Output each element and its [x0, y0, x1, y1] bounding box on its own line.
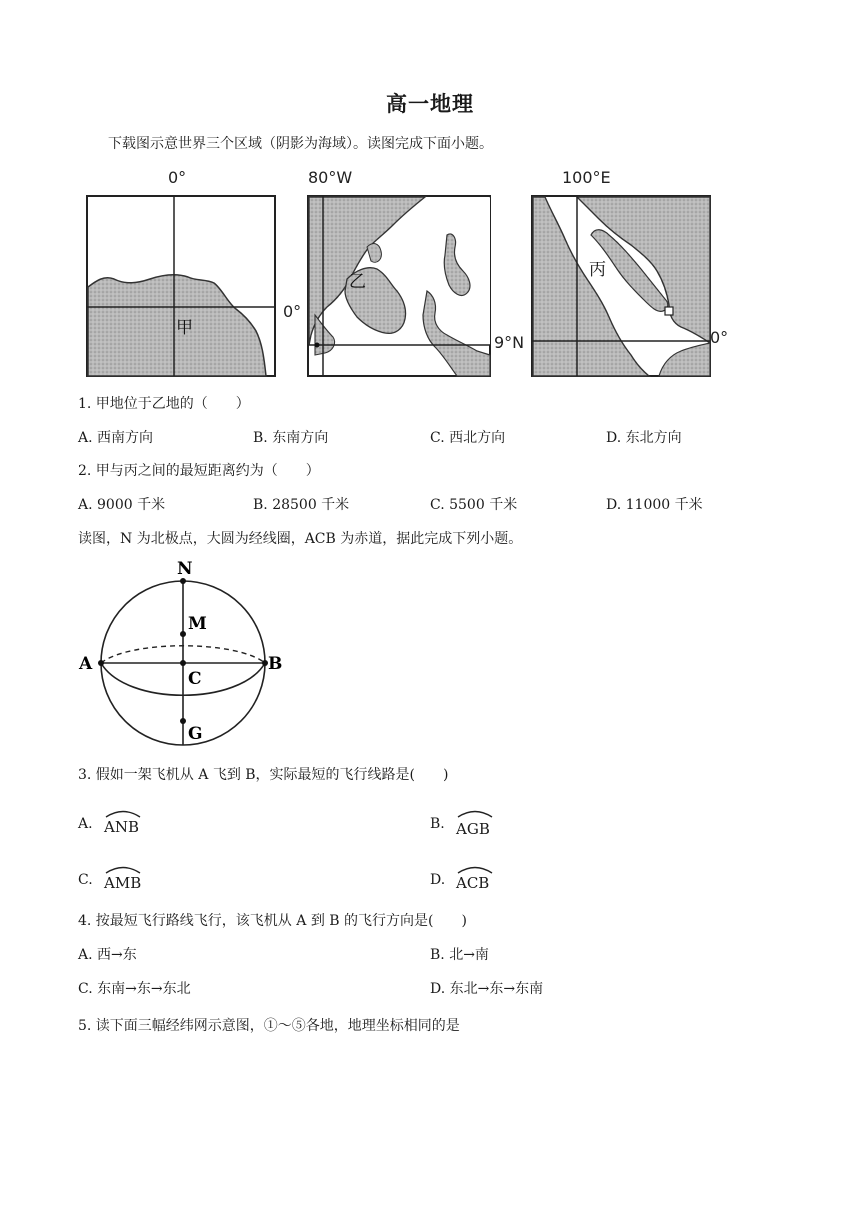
q2-option-d[interactable]: D. 11000 千米 — [606, 497, 703, 513]
globe-label-n: N — [177, 559, 193, 579]
q2-option-a[interactable]: A. 9000 千米 — [78, 497, 166, 513]
q2-option-b[interactable]: B. 28500 千米 — [253, 497, 350, 513]
q4-option-d[interactable]: D. 东北→东→东南 — [430, 981, 544, 997]
map1-side-label: 0° — [283, 302, 302, 321]
map2-top-label: 80°W — [308, 168, 353, 187]
intro-text-1: 下载图示意世界三个区域（阴影为海域）。读图完成下面小题。 — [108, 136, 493, 152]
q4-stem: 4. 按最短飞行路线飞行，该飞机从 A 到 B 的飞行方向是( ) — [78, 913, 467, 929]
q3-stem: 3. 假如一架飞机从 A 飞到 B，实际最短的飞行线路是( ) — [78, 767, 449, 783]
globe-label-g: G — [188, 724, 203, 744]
map1-top-label: 0° — [168, 168, 187, 187]
q1-option-c[interactable]: C. 西北方向 — [430, 430, 506, 446]
map3-region-label: 丙 — [589, 260, 606, 280]
map1-region-label: 甲 — [176, 318, 193, 338]
q1-option-b[interactable]: B. 东南方向 — [253, 430, 329, 446]
globe-label-m: M — [188, 614, 207, 634]
map3-side-label: 0° — [710, 328, 729, 347]
map-region-yi — [307, 195, 491, 377]
q3-option-a-letter: A. — [78, 816, 93, 832]
map-region-bing — [531, 195, 711, 377]
arc-symbol-icon — [456, 864, 494, 874]
q4-option-b[interactable]: B. 北→南 — [430, 947, 489, 963]
q3-option-d-arc: ACB — [456, 874, 490, 892]
arc-symbol-icon — [456, 808, 494, 818]
arc-symbol-icon — [104, 864, 142, 874]
arc-symbol-icon — [104, 808, 142, 818]
q1-stem: 1. 甲地位于乙地的（ ） — [78, 396, 250, 412]
map2-side-label: 9°N — [494, 333, 525, 352]
q2-stem: 2. 甲与丙之间的最短距离约为（ ） — [78, 463, 320, 479]
q4-option-c[interactable]: C. 东南→东→东北 — [78, 981, 191, 997]
q3-option-b-arc: AGB — [456, 820, 490, 838]
q5-stem: 5. 读下面三幅经纬网示意图，①～⑤各地，地理坐标相同的是 — [78, 1018, 460, 1034]
globe-diagram — [74, 556, 284, 746]
q3-option-d-letter: D. — [430, 872, 446, 888]
globe-label-b: B — [268, 654, 283, 674]
map2-region-label: 乙 — [349, 272, 366, 292]
q3-option-c-arc: AMB — [104, 874, 142, 892]
q1-option-a[interactable]: A. 西南方向 — [78, 430, 154, 446]
map3-top-label: 100°E — [562, 168, 611, 187]
q3-option-a-arc: ANB — [104, 818, 139, 836]
globe-label-c: C — [188, 669, 202, 689]
q1-option-d[interactable]: D. 东北方向 — [606, 430, 682, 446]
q3-option-b-letter: B. — [430, 816, 445, 832]
q4-option-a[interactable]: A. 西→东 — [78, 947, 137, 963]
globe-label-a: A — [79, 654, 93, 674]
q2-option-c[interactable]: C. 5500 千米 — [430, 497, 518, 513]
map-region-jia — [86, 195, 276, 377]
q3-option-c-letter: C. — [78, 872, 93, 888]
page-title: 高一地理 — [386, 91, 474, 116]
intro-text-2: 读图，N 为北极点，大圆为经线圈，ACB 为赤道，据此完成下列小题。 — [78, 531, 523, 547]
